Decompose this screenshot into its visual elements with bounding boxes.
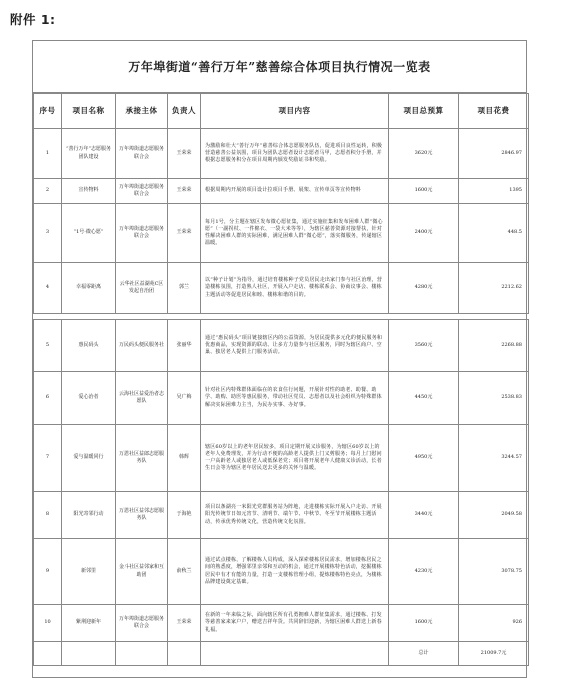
row-no: 1 xyxy=(34,129,62,179)
row-owner: 王荣荣 xyxy=(168,179,201,204)
row-no: 7 xyxy=(34,425,62,492)
row-no: 2 xyxy=(34,179,62,204)
row-budget: 4950元 xyxy=(389,425,459,492)
row-org: 万恩社区益邻志愿服务队 xyxy=(116,492,168,539)
row-name: “1号·微心愿” xyxy=(62,204,116,263)
row-name: 爱与温暖同行 xyxy=(62,425,116,492)
row-budget: 3440元 xyxy=(389,492,459,539)
row-org: 万年埠街道志愿服务联合会 xyxy=(116,605,168,642)
table-row xyxy=(34,179,529,204)
row-cost: 3078.75 xyxy=(459,539,529,605)
total-empty-cell xyxy=(62,642,116,666)
total-empty-cell xyxy=(168,642,201,666)
row-no: 9 xyxy=(34,539,62,605)
header-org: 承接主体 xyxy=(116,94,168,129)
table-row xyxy=(34,425,529,492)
total-cost: 21009.7元 xyxy=(459,642,529,666)
total-empty-cell xyxy=(116,642,168,666)
table-row xyxy=(34,492,529,539)
row-owner: 韩辉 xyxy=(168,425,201,492)
row-content: 通过“惠民码头”项目链接辖区内的公益资源，为居民提供多元化的便民服务和优惠商品，实现资源的联动、让多方力量参与社区服务，同时为辖区商户、空巢、独居老人提供上门服务活动。 xyxy=(201,320,389,372)
row-cost: 3244.57 xyxy=(459,425,529,492)
row-name: “善行万年”志愿服务团队建设 xyxy=(62,129,116,179)
row-cost: 2049.58 xyxy=(459,492,529,539)
row-content: 每月1号，分主题在辖区发布微心愿征集，通过实施征集和发布困难人群“微心愿”（一副拐杖、一件棉衣、一袋大米等等），为辖区慈善资源对接帮扶，针对性解决困难人群的实际困难，满足困难人群“微心愿”，落实微服务，传递辖区温暖。 xyxy=(201,204,389,263)
row-owner: 张丽华 xyxy=(168,320,201,372)
row-name: 新邻里 xyxy=(62,539,116,605)
total-empty-cell xyxy=(34,642,62,666)
row-name: 宣传物料 xyxy=(62,179,116,204)
row-content: 根据周期内开展的项目设计拉项目手册、展架、宣传单页等宣传物料 xyxy=(201,179,389,204)
row-budget: 1600元 xyxy=(389,605,459,642)
row-budget: 4450元 xyxy=(389,372,459,425)
row-owner: 王荣荣 xyxy=(168,605,201,642)
row-no: 8 xyxy=(34,492,62,539)
row-budget: 3620元 xyxy=(389,129,459,179)
row-owner: 郭兰 xyxy=(168,263,201,314)
header-no: 序号 xyxy=(34,94,62,129)
total-label: 总计 xyxy=(389,642,459,666)
row-cost: 448.5 xyxy=(459,204,529,263)
table-row xyxy=(34,605,529,642)
page-title: 万年埠街道“善行万年”慈善综合体项目执行情况一览表 xyxy=(33,41,526,93)
row-content: 辖区60岁以上的老年居民较多，项目定期开展义诊服务，为辖区60岁以上的老年人免费理发，并为行动不便的高龄老人提供上门义剪服务；每月上门慰问一户高龄老人或独居老人或低保老党；项目将开展老年人健康义诊活动，长者生日会等为辖区老年居民送去更多的关怀与温暖。 xyxy=(201,425,389,492)
row-content: 项目以条湖亮一米阳光党群服务站为阵地，走进楼栋实际开展入户走访、开展阳光传统节日如元宵节、清明节、端午节、中秋节、冬至节开展楼栋主题活动，传承优秀传统文化，营造传统文化氛围。 xyxy=(201,492,389,539)
total-empty-cell xyxy=(201,642,389,666)
row-owner: 王荣荣 xyxy=(168,129,201,179)
row-content: 通过试点楼栋，了解楼栋人员构成，深入探索楼栋居民需求，增加楼栋居民之间的熟悉度，增强邻里亲邻和互动的机会，通过开展楼栋特色活动，挖掘楼栋居民中有才有能的力量，打造一支楼栋管理小组，提炼楼栋特色亮点，为楼栋品牌建设奠定基础。 xyxy=(201,539,389,605)
header-owner: 负责人 xyxy=(168,94,201,129)
row-budget: 4280元 xyxy=(389,263,459,314)
row-no: 4 xyxy=(34,263,62,314)
row-no: 3 xyxy=(34,204,62,263)
row-content: 在新的一年来临之际，面向辖区所有孔勇拥难人群征集需求，通过楼栋、打发等慈善家来家户户，赠送吉祥年货。共同辞旧迎新，为辖区困难人群送上新春礼福。 xyxy=(201,605,389,642)
table-row xyxy=(34,320,529,372)
row-no: 6 xyxy=(34,372,62,425)
row-owner: 俞秋兰 xyxy=(168,539,201,605)
row-name: 紫荆迎新年 xyxy=(62,605,116,642)
table-row xyxy=(34,539,529,605)
header-row xyxy=(34,94,529,129)
summary-sheet xyxy=(32,40,527,678)
row-org: 万年埠街道志愿服务联合会 xyxy=(116,129,168,179)
table-row xyxy=(34,129,529,179)
table-row xyxy=(34,204,529,263)
header-name: 项目名称 xyxy=(62,94,116,129)
table-row xyxy=(34,372,529,425)
row-budget: 4230元 xyxy=(389,539,459,605)
header-budget: 项目总预算 xyxy=(389,94,459,129)
row-content: 为激励和壮大“善行万年”慈善综合体志愿服务队伍，促进项目良性运转，积极营造慈善公益氛围，项目为团队志愿者设计志愿者马甲，志愿者积分手册，并根据志愿服务积分在项目周期内颁发奖励证书和奖励。 xyxy=(201,129,389,179)
row-org: 万年埠街道志愿服务联合会 xyxy=(116,179,168,204)
row-cost: 2212.62 xyxy=(459,263,529,314)
header-content: 项目内容 xyxy=(201,94,389,129)
row-name: 幸福零距离 xyxy=(62,263,116,314)
row-cost: 2268.88 xyxy=(459,320,529,372)
table-row xyxy=(34,263,529,314)
row-budget: 1600元 xyxy=(389,179,459,204)
row-cost: 926 xyxy=(459,605,529,642)
row-name: 惠民码头 xyxy=(62,320,116,372)
row-content: 针对社区内特殊群体面临在的农食住行问题，开展针对性的助老、助餐、助学、助购、助医等惠民服务，带动社区党员、志愿者以及社会组织为特殊群体解决实际困难力主当，为民办实事、办好事。 xyxy=(201,372,389,425)
row-owner: 王荣荣 xyxy=(168,204,201,263)
row-cost: 2846.97 xyxy=(459,129,529,179)
header-cost: 项目花费 xyxy=(459,94,529,129)
project-table xyxy=(33,93,529,666)
row-budget: 3560元 xyxy=(389,320,459,372)
row-org: 万恩社区益郎志愿服务队 xyxy=(116,425,168,492)
row-org: 金斗社区益邻家和互助团 xyxy=(116,539,168,605)
row-budget: 2400元 xyxy=(389,204,459,263)
row-org: 万民码头便民服务社 xyxy=(116,320,168,372)
row-no: 10 xyxy=(34,605,62,642)
row-owner: 吴广梅 xyxy=(168,372,201,425)
row-name: 阳光寄邻行动 xyxy=(62,492,116,539)
row-name: 爱心治者 xyxy=(62,372,116,425)
attachment-label: 附件 1: xyxy=(10,12,56,27)
row-cost: 1395 xyxy=(459,179,529,204)
row-org: 云海社区益爱治者志愿队 xyxy=(116,372,168,425)
row-cost: 2538.83 xyxy=(459,372,529,425)
total-row xyxy=(34,642,529,666)
row-org: 万年埠街道志愿服务联合会 xyxy=(116,204,168,263)
row-no: 5 xyxy=(34,320,62,372)
row-content: 以“种子计划”为指导，通过培育楼栋种子党员居民走出家门参与社区治理，营造楼栋氛围，打造熟人社区，开展入户走访、楼栋联系会、协商议事会、楼栋主题活动等促进居民和睦、楼栋和谐的目的。 xyxy=(201,263,389,314)
row-owner: 于海艳 xyxy=(168,492,201,539)
row-org: 云华社区益湖苑C区发起自治团 xyxy=(116,263,168,314)
